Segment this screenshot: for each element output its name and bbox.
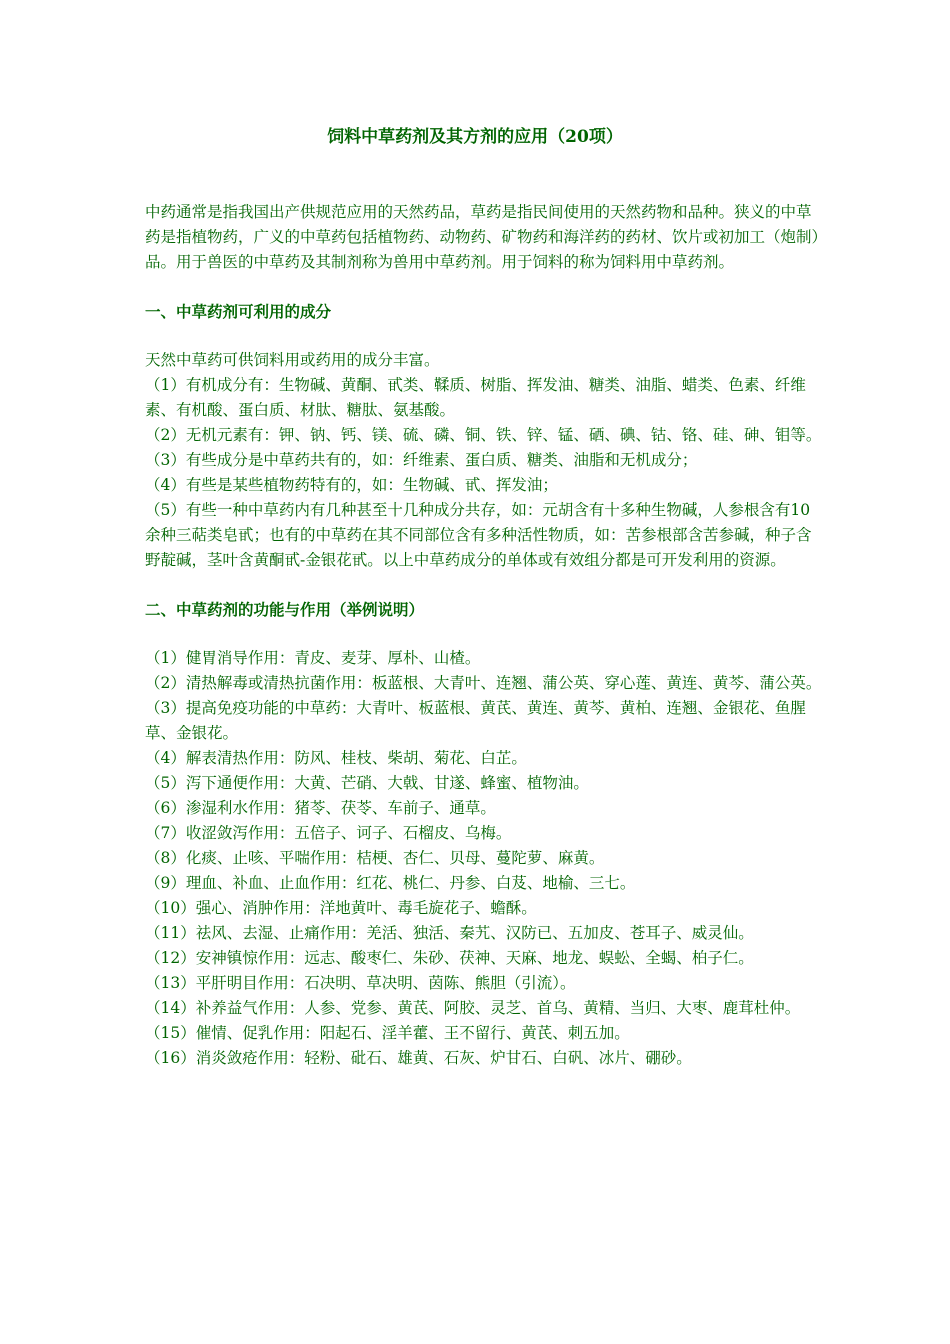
list-item: （4）解表清热作用：防风、桂枝、柴胡、菊花、白芷。 (145, 749, 527, 767)
list-item: （14）补养益气作用：人参、党参、黄芪、阿胶、灵芝、首乌、黄精、当归、大枣、鹿茸杜仲。 (145, 999, 801, 1017)
spacer (145, 275, 825, 299)
document-body (145, 200, 825, 1071)
spacer (145, 573, 825, 597)
spacer (145, 324, 825, 348)
intro-paragraph: 中药通常是指我国出产供规范应用的天然药品，草药是指民间使用的天然药物和品种。狭义的中草药是指植物药，广义的中草药包括植物药、动物药、矿物药和海洋药的药材、饮片或初加工（炮制）品。用于兽医的中草药及其制剂称为兽用中草药剂。用于饲料的称为饲料用中草药剂。 (145, 203, 820, 271)
list-item: （2）清热解毒或清热抗菌作用：板蓝根、大青叶、连翘、蒲公英、穿心莲、黄连、黄芩、蒲公英。 (145, 674, 822, 692)
list-item: （12）安神镇惊作用：远志、酸枣仁、朱砂、茯神、天麻、地龙、蜈蚣、全蝎、柏子仁。 (145, 949, 754, 967)
list-item: （7）收涩敛泻作用：五倍子、诃子、石榴皮、乌梅。 (145, 824, 512, 842)
section-heading-components: 一、中草药剂可利用的成分 (145, 302, 332, 321)
list-item: （4）有些是某些植物药特有的，如：生物碱、甙、挥发油； (145, 476, 558, 494)
section-heading-functions: 二、中草药剂的功能与作用（举例说明） (145, 600, 425, 619)
list-item: （5）有些一种中草药内有几种甚至十几种成分共存，如：元胡含有十多种生物碱，人参根含有10余种三萜类皂甙；也有的中草药在其不同部位含有多种活性物质，如：苦参根部含苦参碱，种子含野靛碱，茎叶含黄酮甙-金银花甙。以上中草药成分的单体或有效组分都是可开发利用的资源。 (145, 501, 812, 569)
list-item: （1）有机成分有：生物碱、黄酮、甙类、鞣质、树脂、挥发油、糖类、油脂、蜡类、色素、纤维素、有机酸、蛋白质、材肽、糖肽、氨基酸。 (145, 376, 806, 419)
list-item: （10）强心、消肿作用：洋地黄叶、毒毛旋花子、蟾酥。 (145, 899, 537, 917)
list-item: （8）化痰、止咳、平喘作用：桔梗、杏仁、贝母、蔓陀萝、麻黄。 (145, 849, 605, 867)
list-item: （2）无机元素有：钾、钠、钙、镁、硫、磷、铜、铁、锌、锰、硒、碘、钴、铬、硅、砷、钼等。 (145, 426, 822, 444)
list-item: （6）渗湿利水作用：猪苓、茯苓、车前子、通草。 (145, 799, 496, 817)
section-lead: 天然中草药可供饲料用或药用的成分丰富。 (145, 351, 440, 369)
spacer (145, 622, 825, 646)
list-item: （11）祛风、去湿、止痛作用：羌活、独活、秦艽、汉防已、五加皮、苍耳子、威灵仙。 (145, 924, 754, 942)
document-title: 饲料中草药剂及其方剂的应用（20项） (327, 127, 623, 147)
list-item: （15）催情、促乳作用：阳起石、淫羊藿、王不留行、黄芪、刺五加。 (145, 1024, 630, 1042)
list-item: （13）平肝明目作用：石决明、草决明、茵陈、熊胆（引流）。 (145, 974, 576, 992)
list-item: （16）消炎敛疮作用：轻粉、砒石、雄黄、石灰、炉甘石、白矾、冰片、硼砂。 (145, 1049, 692, 1067)
list-item: （9）理血、补血、止血作用：红花、桃仁、丹参、白芨、地榆、三七。 (145, 874, 636, 892)
list-item: （3）有些成分是中草药共有的，如：纤维素、蛋白质、糖类、油脂和无机成分； (145, 451, 698, 469)
list-item: （3）提高免疫功能的中草药：大青叶、板蓝根、黄芪、黄连、黄芩、黄柏、连翘、金银花、鱼腥草、金银花。 (145, 699, 806, 742)
list-item: （1）健胃消导作用：青皮、麦芽、厚朴、山楂。 (145, 649, 481, 667)
list-item: （5）泻下通便作用：大黄、芒硝、大戟、甘遂、蜂蜜、植物油。 (145, 774, 589, 792)
